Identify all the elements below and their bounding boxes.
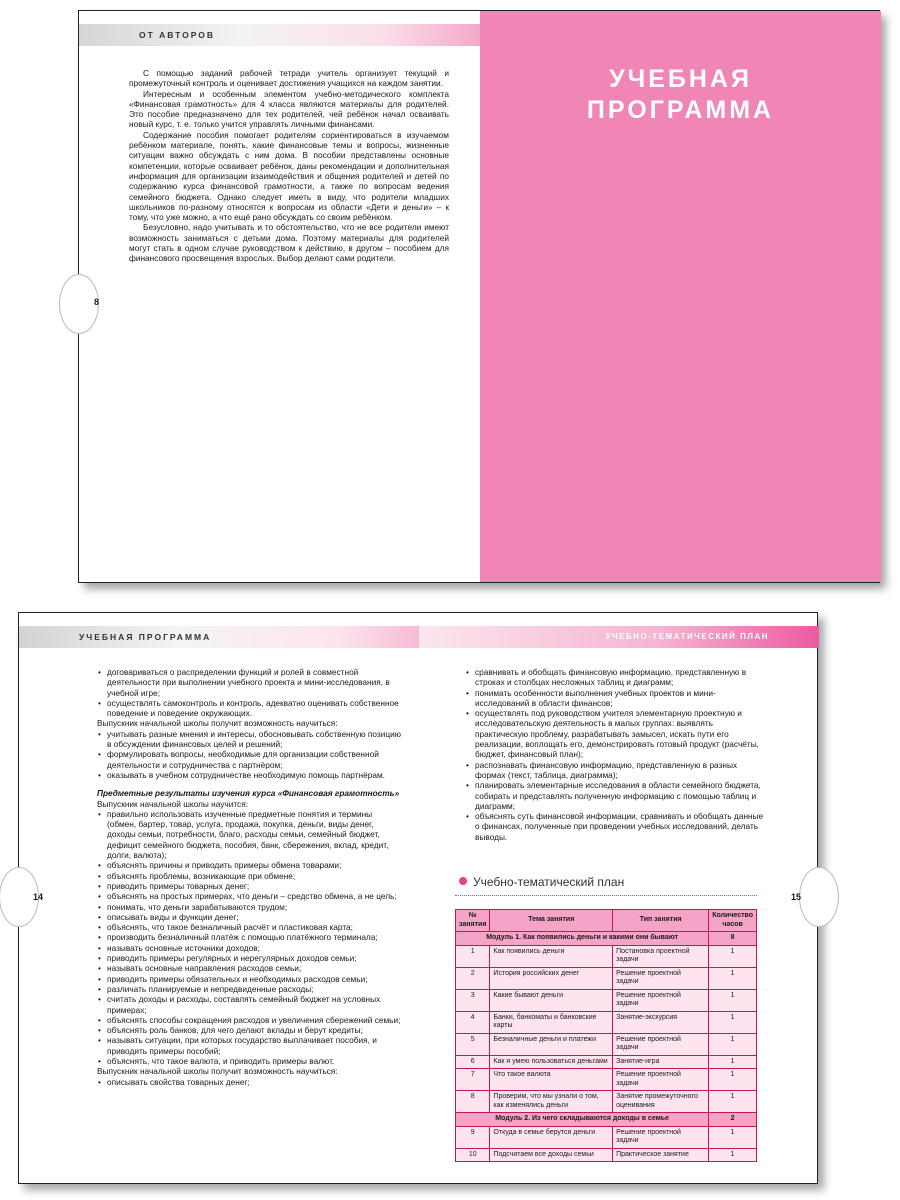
page-8 (79, 11, 480, 582)
page-number-tab (59, 274, 99, 334)
table-header-row (456, 910, 757, 932)
lesson-topic: Безналичные деньги и платежи (490, 1033, 613, 1055)
list-item: • приводить примеры товарных денег; (97, 881, 403, 891)
left-column (97, 667, 403, 1087)
list-item: • описывать виды и функции денег; (97, 912, 403, 922)
page-number: 8 (94, 297, 100, 307)
list-item: • учитывать разные мнения и интересы, обосновывать собственную позицию в обсуждении финансовых целей и решений; (97, 729, 403, 750)
section-title-line-1: УЧЕБНАЯ (609, 65, 752, 93)
list-item: • различать планируемые и непредвиденные расходы; (97, 984, 403, 994)
spread-pages-8-9 (78, 10, 880, 583)
list-item: • объяснять на простых примерах, что деньги – средство обмена, а не цель; (97, 891, 403, 901)
list-item: • распознавать финансовую информацию, представленную в разных формах (текст, таблица, диаграмма); (465, 760, 765, 781)
lesson-number: 7 (456, 1069, 490, 1091)
lesson-number: 2 (456, 967, 490, 989)
lesson-topic: Откуда в семье берутся деньги (490, 1126, 613, 1148)
page-8-body (129, 68, 449, 264)
bullet-list (97, 667, 403, 718)
list-item: • называть ситуации, при которых государство выплачивает пособия, и приводить примеры пособий; (97, 1035, 403, 1056)
section-title (480, 64, 881, 126)
lesson-type: Занятие-игра (613, 1055, 709, 1069)
bullet-dot-icon (459, 877, 467, 885)
lesson-hours: 1 (709, 1011, 757, 1033)
list-item: • формулировать вопросы, необходимые для организации собственной деятельности и сотрудничества с партнёром; (97, 749, 403, 770)
bullet-list (97, 1077, 403, 1087)
lesson-hours: 1 (709, 1033, 757, 1055)
table-row (456, 1055, 757, 1069)
table-row (456, 1148, 757, 1162)
lesson-number: 6 (456, 1055, 490, 1069)
module-hours: 8 (709, 932, 757, 946)
lesson-number: 9 (456, 1126, 490, 1148)
list-item: • описывать свойства товарных денег; (97, 1077, 403, 1087)
lesson-hours: 1 (709, 1091, 757, 1113)
table-row (456, 989, 757, 1011)
spread-pages-14-15 (18, 612, 818, 1184)
table-row (456, 1126, 757, 1148)
list-item: • называть основные направления расходов семьи; (97, 963, 403, 973)
list-item: • приводить примеры обязательных и необходимых расходов семьи; (97, 974, 403, 984)
paragraph: Выпускник начальной школы получит возможность научиться: (97, 718, 338, 729)
list-item: • оказывать в учебном сотрудничестве необходимую помощь партнёрам. (97, 770, 403, 780)
table-row (456, 1011, 757, 1033)
page-number-tab-right (799, 867, 839, 927)
thematic-plan-table (455, 909, 757, 1162)
header-topic: Тема занятия (490, 910, 613, 932)
lesson-hours: 1 (709, 1055, 757, 1069)
lesson-topic: Как я умею пользоваться деньгами (490, 1055, 613, 1069)
paragraph: С помощью заданий рабочей тетради учитель организует текущий и промежуточный контроль и оценивает достижения учащихся на каждом занятии. (129, 68, 449, 89)
lesson-type: Занятие промежуточного оценивания (613, 1091, 709, 1113)
lesson-type: Решение проектной задачи (613, 989, 709, 1011)
lesson-hours: 1 (709, 945, 757, 967)
paragraph: Интересным и особенным элементом учебно-методического комплекта «Финансовая грамотность» для 4 класса являются материалы для родителей. Это пособие предназначено для тех родителей, чей ребёнок начал осваивать новый курс, т. е. только учится управлять личными финансами. (129, 88, 449, 130)
lesson-type: Постановка проектной задачи (613, 945, 709, 967)
lesson-topic: Подсчитаем все доходы семьи (490, 1148, 613, 1162)
module-row (456, 932, 757, 946)
lesson-topic: Банки, банкоматы и банковские карты (490, 1011, 613, 1033)
list-item: • объяснять проблемы, возникающие при обмене; (97, 871, 403, 881)
lesson-hours: 1 (709, 967, 757, 989)
paragraph: Выпускник начальной школы научится: (97, 798, 249, 809)
lesson-type: Решение проектной задачи (613, 1126, 709, 1148)
paragraph: Содержание пособия помогает родителям сориентироваться в изучаемом ребёнком материале, понять, какие финансовые темы и вопросы, жизненные ситуации важно обсуждать с ним дома. В пособии представлены основные компетенции, которые осваивает ребёнок, даны рекомендации и дополнительная информация для организации взаимодействия и общения родителей и детей по содержанию курса финансовой грамотности, а также по вопросам ведения семейного бюджета. Однако следует иметь в виду, что родители младших школьников по-разному относятся к вопросам из области «Дети и деньги» – к тому, что уже можно, а что ещё рано обсуждать со своим ребёнком. (129, 129, 449, 223)
list-item: • приводить примеры регулярных и нерегулярных доходов семьи; (97, 953, 403, 963)
header-number: № занятия (456, 910, 490, 932)
lesson-topic: Как появились деньги (490, 945, 613, 967)
list-item: • планировать элементарные исследования в области семейного бюджета, собирать и представлять полученную информацию с помощью таблиц и диаграмм; (465, 780, 765, 811)
list-item: • правильно использовать изученные предметные понятия и термины (обмен, бартер, товар, услуга, продажа, покупка, деньги, виды денег, доходы семьи, потребности, благо, расходы семьи, семейный бюджет, дефицит семейного бюджета, пособия, банк, сбережения, вклад, кредит, долги, валюта); (97, 809, 403, 860)
lesson-type: Решение проектной задачи (613, 1069, 709, 1091)
plan-heading (459, 875, 624, 889)
lesson-number: 10 (456, 1148, 490, 1162)
list-item: • объяснять роль банков, для чего делают вклады и берут кредиты; (97, 1025, 403, 1035)
lesson-number: 8 (456, 1091, 490, 1113)
page-header-left: УЧЕБНАЯ ПРОГРАММА (19, 626, 419, 648)
paragraph: Безусловно, надо учитывать и то обстоятельство, что не все родители имеют возможность заниматься с детьми дома. Поэтому материалы для родителей могут стать в одном случае руководством к действию, в другом – пособием для финансового просвещения взрослых. Выбор делают сами родители. (129, 222, 449, 264)
bullet-list (465, 667, 765, 842)
list-item: • считать доходы и расходы, составлять семейный бюджет на условных примерах; (97, 994, 403, 1015)
lesson-number: 1 (456, 945, 490, 967)
list-item: • понимать особенности выполнения учебных проектов и мини-исследований в области финансов; (465, 688, 765, 709)
lesson-type: Решение проектной задачи (613, 967, 709, 989)
lesson-hours: 1 (709, 1069, 757, 1091)
paragraph: Выпускник начальной школы получит возможность научиться: (97, 1066, 338, 1077)
section-title-line-2: ПРОГРАММА (586, 96, 775, 124)
list-item: • называть основные источники доходов; (97, 943, 403, 953)
plan-title: Учебно-тематический план (473, 875, 625, 889)
lesson-topic: Какие бывают деньги (490, 989, 613, 1011)
page-header: ОТ АВТОРОВ (79, 24, 480, 46)
lesson-hours: 1 (709, 1148, 757, 1162)
header-hours: Количество часов (709, 910, 757, 932)
table-row (456, 1069, 757, 1091)
lesson-hours: 1 (709, 1126, 757, 1148)
lesson-number: 4 (456, 1011, 490, 1033)
lesson-number: 5 (456, 1033, 490, 1055)
list-item: • договариваться о распределении функций и ролей в совместной деятельности при выполнении учебного проекта и мини-исследования, в учебной игре; (97, 667, 403, 698)
module-title: Модуль 2. Из чего складываются доходы в семье (456, 1113, 709, 1127)
header-type: Тип занятия (613, 910, 709, 932)
dotted-divider (455, 895, 757, 896)
lesson-number: 3 (456, 989, 490, 1011)
page-number-right: 15 (791, 892, 802, 902)
list-item: • объяснять способы сокращения расходов и увеличения сбережений семьи; (97, 1015, 403, 1025)
module-row (456, 1113, 757, 1127)
bullet-list (97, 729, 403, 780)
list-item: • объяснять, что такое безналичный расчёт и пластиковая карта; (97, 922, 403, 932)
module-title: Модуль 1. Как появились деньги и какими они бывают (456, 932, 709, 946)
list-item: • объяснять причины и приводить примеры обмена товарами; (97, 860, 403, 870)
list-item: • осуществлять самоконтроль и контроль, адекватно оценивать собственное поведение и поведение окружающих. (97, 698, 403, 719)
list-item: • сравнивать и обобщать финансовую информацию, представленную в строках и столбцах несложных таблиц и диаграмм; (465, 667, 765, 688)
list-item: • производить безналичный платёж с помощью платёжного терминала; (97, 932, 403, 942)
lesson-topic: Проверим, что мы узнали о том, как изменялись деньги (490, 1091, 613, 1113)
page-9-section-title (480, 11, 881, 582)
table-row (456, 945, 757, 967)
bullet-list (97, 809, 403, 1066)
lesson-topic: История российских денег (490, 967, 613, 989)
page-number-left: 14 (33, 892, 44, 902)
list-item: • понимать, что деньги зарабатываются трудом; (97, 902, 403, 912)
right-column (465, 667, 765, 842)
table-row (456, 1033, 757, 1055)
lesson-type: Решение проектной задачи (613, 1033, 709, 1055)
table-row (456, 967, 757, 989)
subheading: Предметные результаты изучения курса «Финансовая грамотность» (97, 788, 400, 799)
list-item: • объяснять суть финансовой информации, сравнивать и обобщать данные о финансах, полученные при проведении учебных исследований, делать выводы. (465, 811, 765, 842)
list-item: • осуществлять под руководством учителя элементарную проектную и исследовательскую деятельность в малых группах: выявлять практическую проблему, разрабатывать замысел, искать пути его реализации, воплощать его, демонстрировать готовый продукт (расчёты, бюджет, финансовый план); (465, 708, 765, 759)
page-header-right: УЧЕБНО-ТЕМАТИЧЕСКИЙ ПЛАН (419, 626, 819, 648)
lesson-topic: Что такое валюта (490, 1069, 613, 1091)
table-row (456, 1091, 757, 1113)
lesson-hours: 1 (709, 989, 757, 1011)
module-hours: 2 (709, 1113, 757, 1127)
lesson-type: Практическое занятие (613, 1148, 709, 1162)
list-item: • объяснять, что такое валюта, и приводить примеры валют. (97, 1056, 403, 1066)
lesson-type: Занятие-экскурсия (613, 1011, 709, 1033)
